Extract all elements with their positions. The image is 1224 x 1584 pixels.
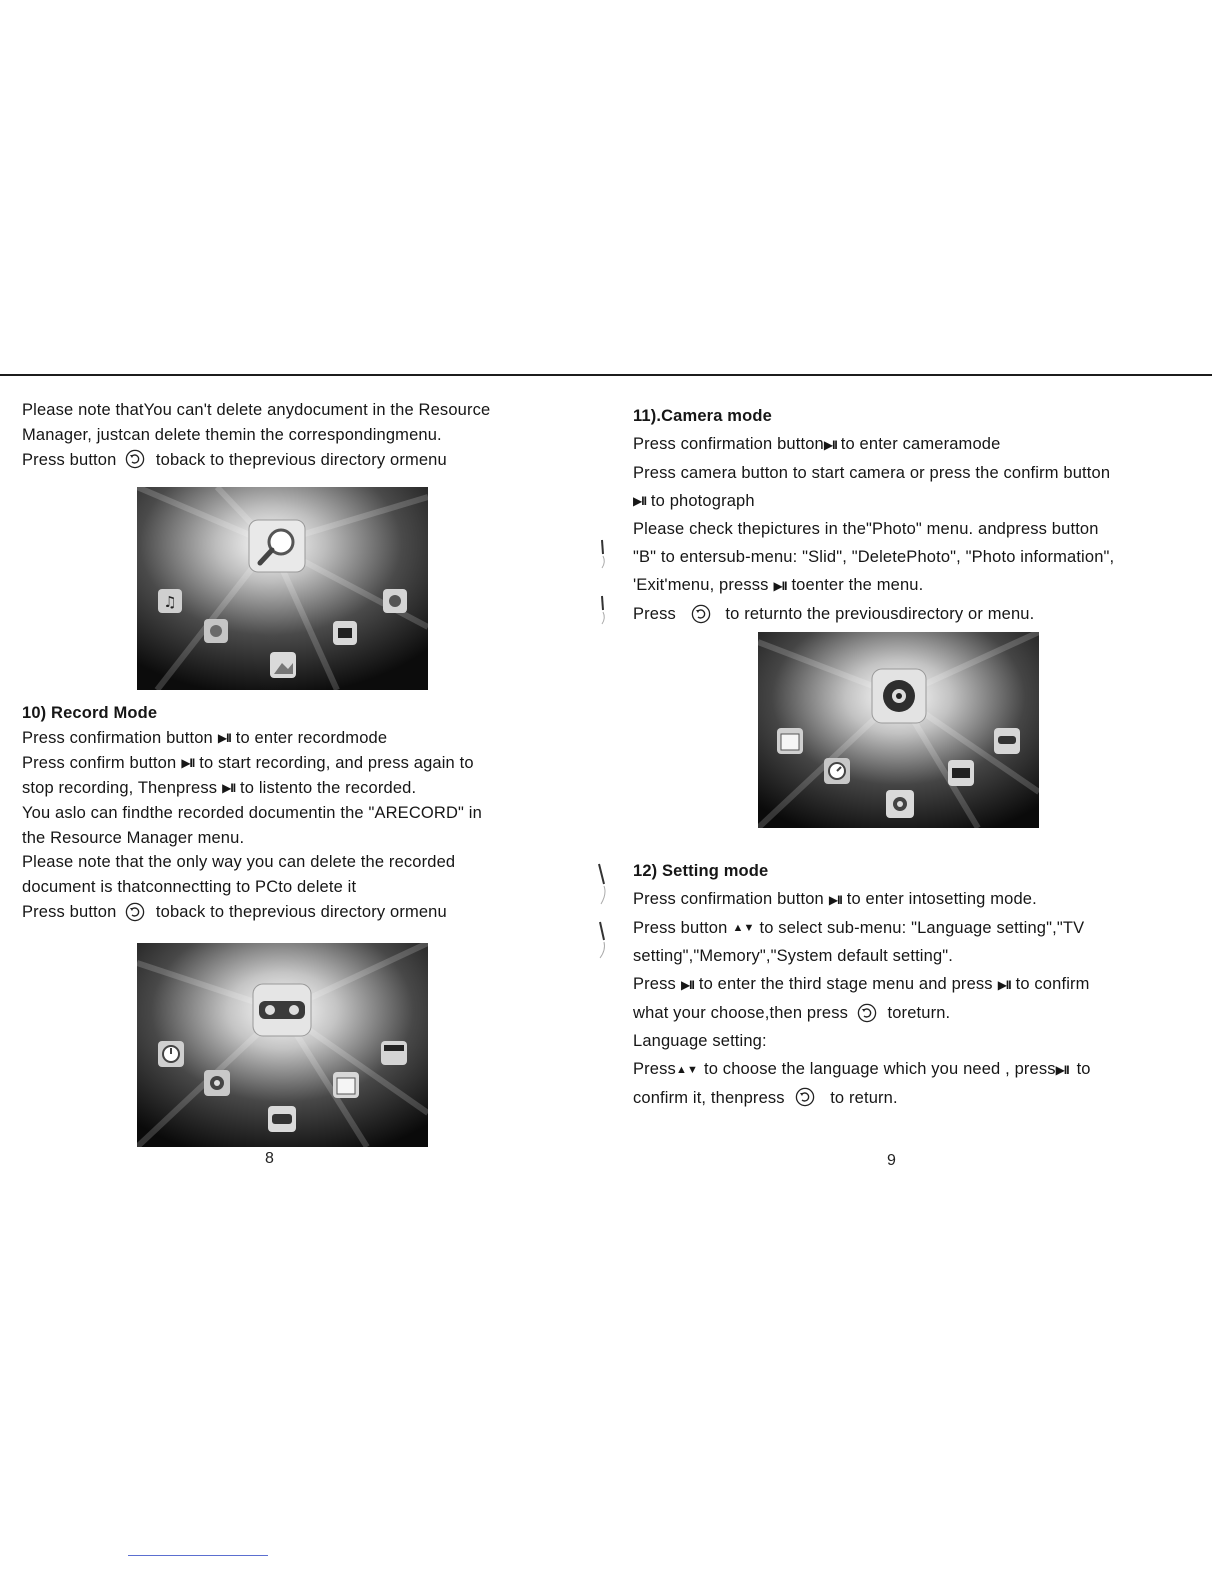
setting-line-2 xyxy=(633,914,1193,943)
setting-line-4-a: Press xyxy=(633,975,676,994)
record-line-2-b: to start recording, and press again to xyxy=(199,753,474,772)
camera-line-6-b: toenter the menu. xyxy=(791,576,924,595)
picture-icon xyxy=(270,652,296,678)
record-line-1-a: Press confirmation button xyxy=(22,728,213,747)
back2-text-b: toback to theprevious directory ormenu xyxy=(155,903,447,922)
play-pause-icon: ▶II xyxy=(828,892,842,907)
setting-line-7-b: to choose the language which you need , press xyxy=(704,1059,1056,1078)
setting-line-2-a: Press button xyxy=(633,918,728,937)
search-magnifier-icon xyxy=(249,520,305,572)
setting-line-8-a: confirm it, thenpress xyxy=(633,1088,785,1107)
play-pause-icon: ▶II xyxy=(222,781,236,796)
svg-text:♫: ♫ xyxy=(163,593,177,611)
setting-line-4-b: to enter the third stage menu and press xyxy=(698,975,993,994)
camera-mode-screenshot xyxy=(758,632,1039,828)
back-text-a: Press button xyxy=(22,450,117,469)
play-pause-icon: ▶II xyxy=(181,756,195,771)
return-button-icon xyxy=(691,604,711,624)
camera-icon xyxy=(383,589,407,613)
setting-line-7 xyxy=(633,1055,1193,1084)
setting-line-5 xyxy=(633,999,1193,1027)
record-text-2: the Resource Manager menu. xyxy=(22,828,245,847)
record-line-1 xyxy=(22,726,557,751)
up-down-arrows-icon: ▲▼ xyxy=(732,922,755,935)
record-line-1-b: to enter recordmode xyxy=(235,728,388,747)
play-pause-icon: ▶II xyxy=(680,977,694,992)
record-line-2-a: Press confirm button xyxy=(22,753,177,772)
clock-icon xyxy=(824,758,850,784)
camera-line-5: "B" to entersub-menu: "Slid", "DeletePhoto", "Photo information", xyxy=(633,548,1115,567)
recorder-icon xyxy=(994,728,1020,754)
back-instruction xyxy=(22,448,557,473)
setting-line-2-b: to select sub-menu: "Language setting","TV xyxy=(759,918,1085,937)
record-line-3 xyxy=(22,776,557,801)
camera-line-1-b: to enter cameramode xyxy=(840,435,1001,453)
music-note-icon xyxy=(158,589,182,613)
setting-line-1 xyxy=(633,885,1193,914)
return-button-icon xyxy=(125,449,145,469)
camera-line-7 xyxy=(633,600,1193,628)
setting-line-7-c: to xyxy=(1076,1059,1091,1078)
camera-line-2: Press camera button to start camera or press the confirm button xyxy=(633,463,1111,482)
setting-line-8-b: to return. xyxy=(830,1088,898,1107)
camera-mode-heading: 11).Camera mode xyxy=(633,407,772,425)
top-divider-rule xyxy=(0,374,1212,376)
record-back-instruction xyxy=(22,900,557,925)
record-mode-heading: 10) Record Mode xyxy=(22,704,158,722)
back2-text-a: Press button xyxy=(22,903,117,922)
play-pause-icon: ▶II xyxy=(773,578,787,593)
record-text-4: document is thatconnectting to PCto delete it xyxy=(22,878,357,897)
setting-mode-section xyxy=(633,857,1193,1112)
record-line-3-a: stop recording, Thenpress xyxy=(22,778,218,797)
recorder-icon xyxy=(253,984,311,1036)
camera-line-3 xyxy=(633,487,1193,516)
record-line-3-b: to listento the recorded. xyxy=(240,778,417,797)
play-pause-icon: ▶II xyxy=(1055,1062,1069,1077)
clock-icon xyxy=(158,1041,184,1067)
play-pause-icon: ▶II xyxy=(823,437,837,452)
camera-line-1-a: Press confirmation button xyxy=(633,435,824,453)
bottom-rule xyxy=(128,1555,268,1556)
camera-line-1 xyxy=(633,430,1193,459)
setting-line-7-a: Press xyxy=(633,1059,676,1078)
page-number-8: 8 xyxy=(265,1150,274,1167)
setting-line-1-a: Press confirmation button xyxy=(633,890,824,908)
page-number-9: 9 xyxy=(887,1152,896,1169)
intro-line-1: Please note thatYou can't delete anydocument in the Resource xyxy=(22,401,491,419)
camera-mode-section xyxy=(633,402,1193,628)
camera-line-6 xyxy=(633,571,1193,600)
camera-line-7-b: to returnto the previousdirectory or menu. xyxy=(725,604,1035,623)
camera-line-4: Please check thepictures in the"Photo" menu. andpress button xyxy=(633,520,1099,539)
setting-line-8 xyxy=(633,1084,1193,1112)
left-page-text xyxy=(22,398,557,472)
settings-icon xyxy=(204,619,228,643)
binding-mark xyxy=(594,862,610,962)
play-pause-icon: ▶II xyxy=(997,977,1011,992)
resource-manager-screenshot xyxy=(137,487,428,690)
film-icon xyxy=(381,1041,407,1065)
record-line-2 xyxy=(22,751,557,776)
intro-line-2: Manager, justcan delete themin the correspondingmenu. xyxy=(22,425,442,444)
record-text-3: Please note that the only way you can delete the recorded xyxy=(22,853,456,872)
record-text-1: You aslo can findthe recorded documentin the "ARECORD" in xyxy=(22,803,482,822)
return-button-icon xyxy=(795,1087,815,1107)
video-icon xyxy=(948,760,974,786)
setting-mode-heading: 12) Setting mode xyxy=(633,862,769,880)
calendar-icon xyxy=(777,728,803,754)
camera-line-6-a: 'Exit'menu, presss xyxy=(633,576,769,595)
recorder-icon xyxy=(268,1106,296,1132)
video-icon xyxy=(333,621,357,645)
setting-line-5-a: what your choose,then press xyxy=(633,1003,849,1022)
camera-icon xyxy=(204,1070,230,1096)
camera-line-7-a: Press xyxy=(633,604,676,623)
setting-line-4-c: to confirm xyxy=(1015,975,1090,994)
camera-icon xyxy=(886,790,914,818)
setting-line-1-b: to enter intosetting mode. xyxy=(846,890,1037,908)
setting-line-3: setting","Memory","System default setting". xyxy=(633,947,954,966)
back-text-b: toback to theprevious directory ormenu xyxy=(155,450,447,469)
play-pause-icon: ▶II xyxy=(217,731,231,746)
up-down-arrows-icon: ▲▼ xyxy=(675,1063,699,1076)
setting-line-5-b: toreturn. xyxy=(887,1003,951,1022)
binding-mark xyxy=(594,538,610,628)
camera-icon xyxy=(872,669,926,723)
calendar-icon xyxy=(333,1072,359,1098)
setting-line-4 xyxy=(633,970,1193,999)
return-button-icon xyxy=(857,1003,877,1023)
return-button-icon xyxy=(125,902,145,922)
play-pause-icon: ▶II xyxy=(633,494,646,509)
camera-line-3-b: to photograph xyxy=(650,491,755,510)
record-mode-screenshot xyxy=(137,943,428,1147)
record-mode-section xyxy=(22,701,557,925)
setting-line-6: Language setting: xyxy=(633,1031,767,1050)
